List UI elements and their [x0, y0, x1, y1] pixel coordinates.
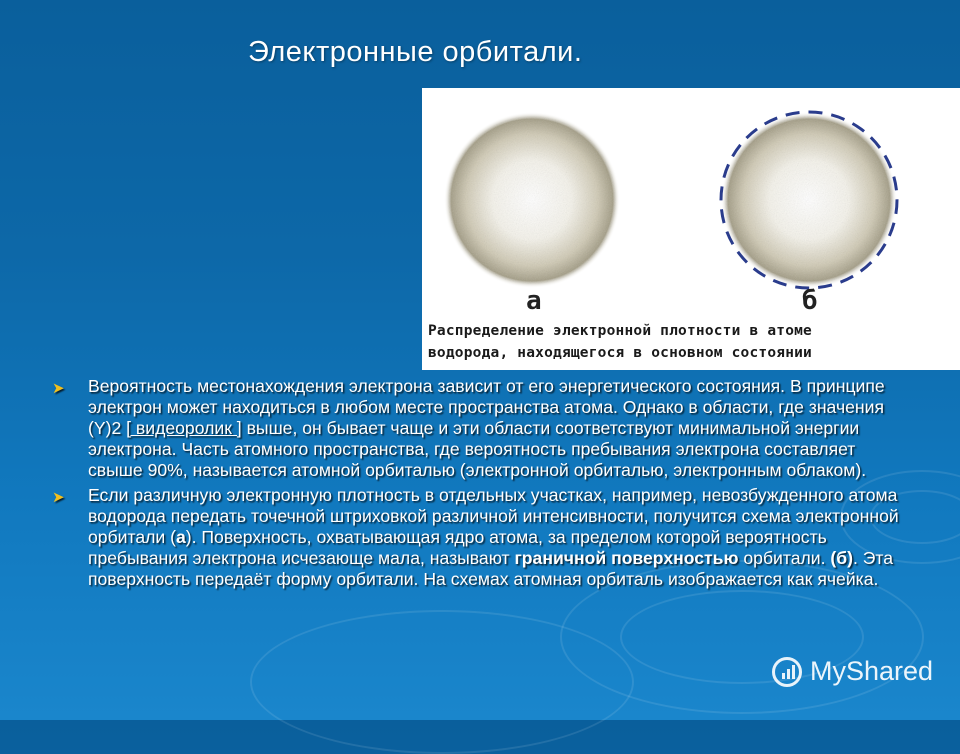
- bullet-text: ). Поверхность, охватывающая ядро атома, за пределом которой вероятность пребывания электрона исчезающе мала, называют: [88, 527, 827, 568]
- video-link[interactable]: [ видеоролик ]: [126, 418, 242, 438]
- myshared-watermark: [772, 656, 933, 687]
- bullet-text: выше, он бывает чаще и эти области соответствуют минимальной энергии электрона. Часть атомного пространства, где вероятность пребывания электрона составляет свыше 90%, называется атомной орбиталью (электронной орбиталью, электронным облаком).: [88, 418, 867, 480]
- bullet-text: . Эта поверхность передаёт форму орбитали. На схемах атомная орбиталь изображается как ячейка.: [88, 548, 894, 589]
- bullet-item: [52, 376, 902, 481]
- bold-text: (б): [830, 548, 853, 568]
- slide-title: Электронные орбитали.: [248, 36, 583, 68]
- orbital-illustration: [422, 88, 960, 318]
- figure-caption-line1: Распределение электронной плотности в атоме: [428, 323, 812, 339]
- figure-label-b: б: [802, 286, 818, 316]
- bold-text: а: [175, 527, 186, 547]
- bullet-item: [52, 485, 902, 590]
- figure-caption: [428, 320, 958, 364]
- bullet-text: Если различную электронную плотность в отдельных участках, например, невозбужденного атома водорода передать точечной штриховкой различной интенсивности, получится схема электронной орбитали (: [88, 485, 899, 547]
- bold-text: граничной поверхностью: [514, 548, 739, 568]
- electron-cloud-b-grain: [725, 116, 893, 284]
- bullet-arrow-icon: ➤: [52, 489, 65, 506]
- bullet-arrow-icon: ➤: [52, 380, 65, 397]
- figure-label-a: а: [526, 286, 542, 316]
- bar-chart-icon: [772, 657, 802, 687]
- background-ripple: [250, 610, 634, 754]
- bullet-list: [52, 376, 902, 594]
- figure-caption-line2: водорода, находящегося в основном состоянии: [428, 345, 812, 361]
- bullet-text: Вероятность местонахождения электрона зависит от его энергетического состояния. В принципе электрон может находиться в любом месте пространства атома. Однако в области, где значения (Y)2: [88, 376, 885, 438]
- electron-cloud-a-grain: [448, 116, 616, 284]
- bullet-text: орбитали.: [738, 548, 831, 568]
- orbital-figure: [422, 88, 960, 370]
- watermark-text: MyShared: [810, 656, 934, 686]
